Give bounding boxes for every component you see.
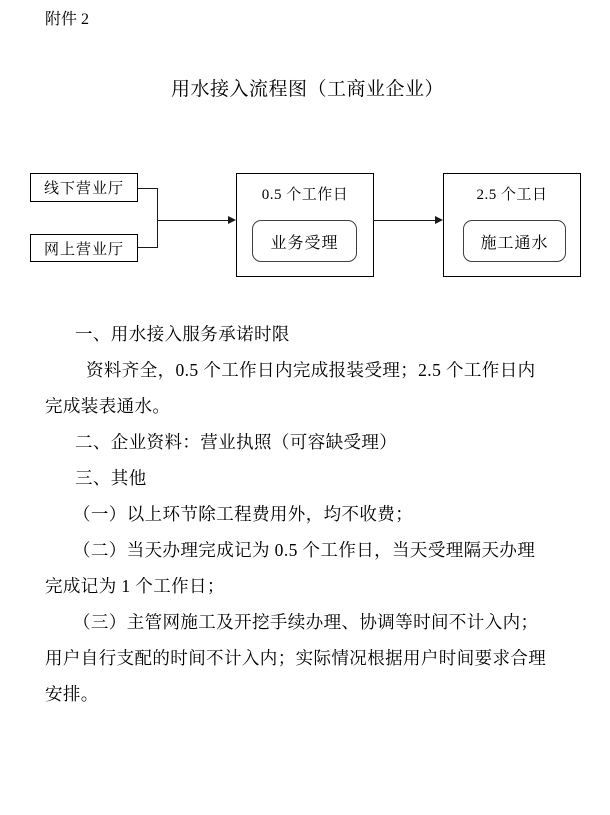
section-heading-3: 三、其他 (75, 468, 147, 488)
source-box-online-label: 网上营业厅 (43, 241, 124, 258)
body-text (45, 316, 585, 712)
list-item-3-cont: 安排。 (45, 684, 99, 704)
stage-duration-label: 0.5 个工作日 (261, 187, 349, 203)
arrow-head-icon (435, 216, 443, 224)
arrow-line-to-acceptance (157, 220, 229, 221)
source-box-offline-label: 线下营业厅 (43, 181, 124, 197)
list-item-2: （二）当天办理完成记为 0.5 个工作日，当天受理隔天办理 (73, 540, 536, 560)
paragraph-line: 完成装表通水。 (45, 396, 171, 416)
stage-box-construction (443, 173, 581, 277)
stage-step-pill-construction (463, 220, 566, 262)
connector-line-merge (157, 188, 158, 248)
stage-step-pill-acceptance (252, 220, 357, 262)
list-item-3: （三）主管网施工及开挖手续办理、协调等时间不计入内； (73, 612, 539, 632)
source-box-online-hall (30, 234, 138, 262)
stage-step-label: 施工通水 (480, 234, 549, 252)
attachment-label: 附件 2 (45, 11, 90, 28)
list-item-3-cont: 用户自行支配的时间不计入内；实际情况根据用户时间要求合理 (45, 648, 547, 668)
section-heading-1: 一、用水接入服务承诺时限 (75, 324, 290, 344)
section-heading-2: 二、企业资料：营业执照（可容缺受理） (75, 432, 398, 452)
list-item-1: （一）以上环节除工程费用外，均不收费； (73, 504, 414, 524)
paragraph-line: 资料齐全，0.5 个工作日内完成报装受理；2.5 个工作日内 (86, 360, 536, 380)
stage-box-acceptance (236, 173, 374, 277)
connector-line-offline (138, 188, 158, 189)
list-item-2-cont: 完成记为 1 个工作日； (45, 576, 225, 596)
stage-step-label: 业务受理 (270, 234, 339, 252)
connector-line-online (138, 247, 158, 248)
arrow-line-to-construction (373, 220, 435, 221)
page-title: 用水接入流程图（工商业企业） (171, 79, 445, 100)
stage-duration-label: 2.5 个工日 (476, 187, 548, 203)
source-box-offline-hall (30, 173, 138, 202)
arrow-head-icon (228, 216, 236, 224)
